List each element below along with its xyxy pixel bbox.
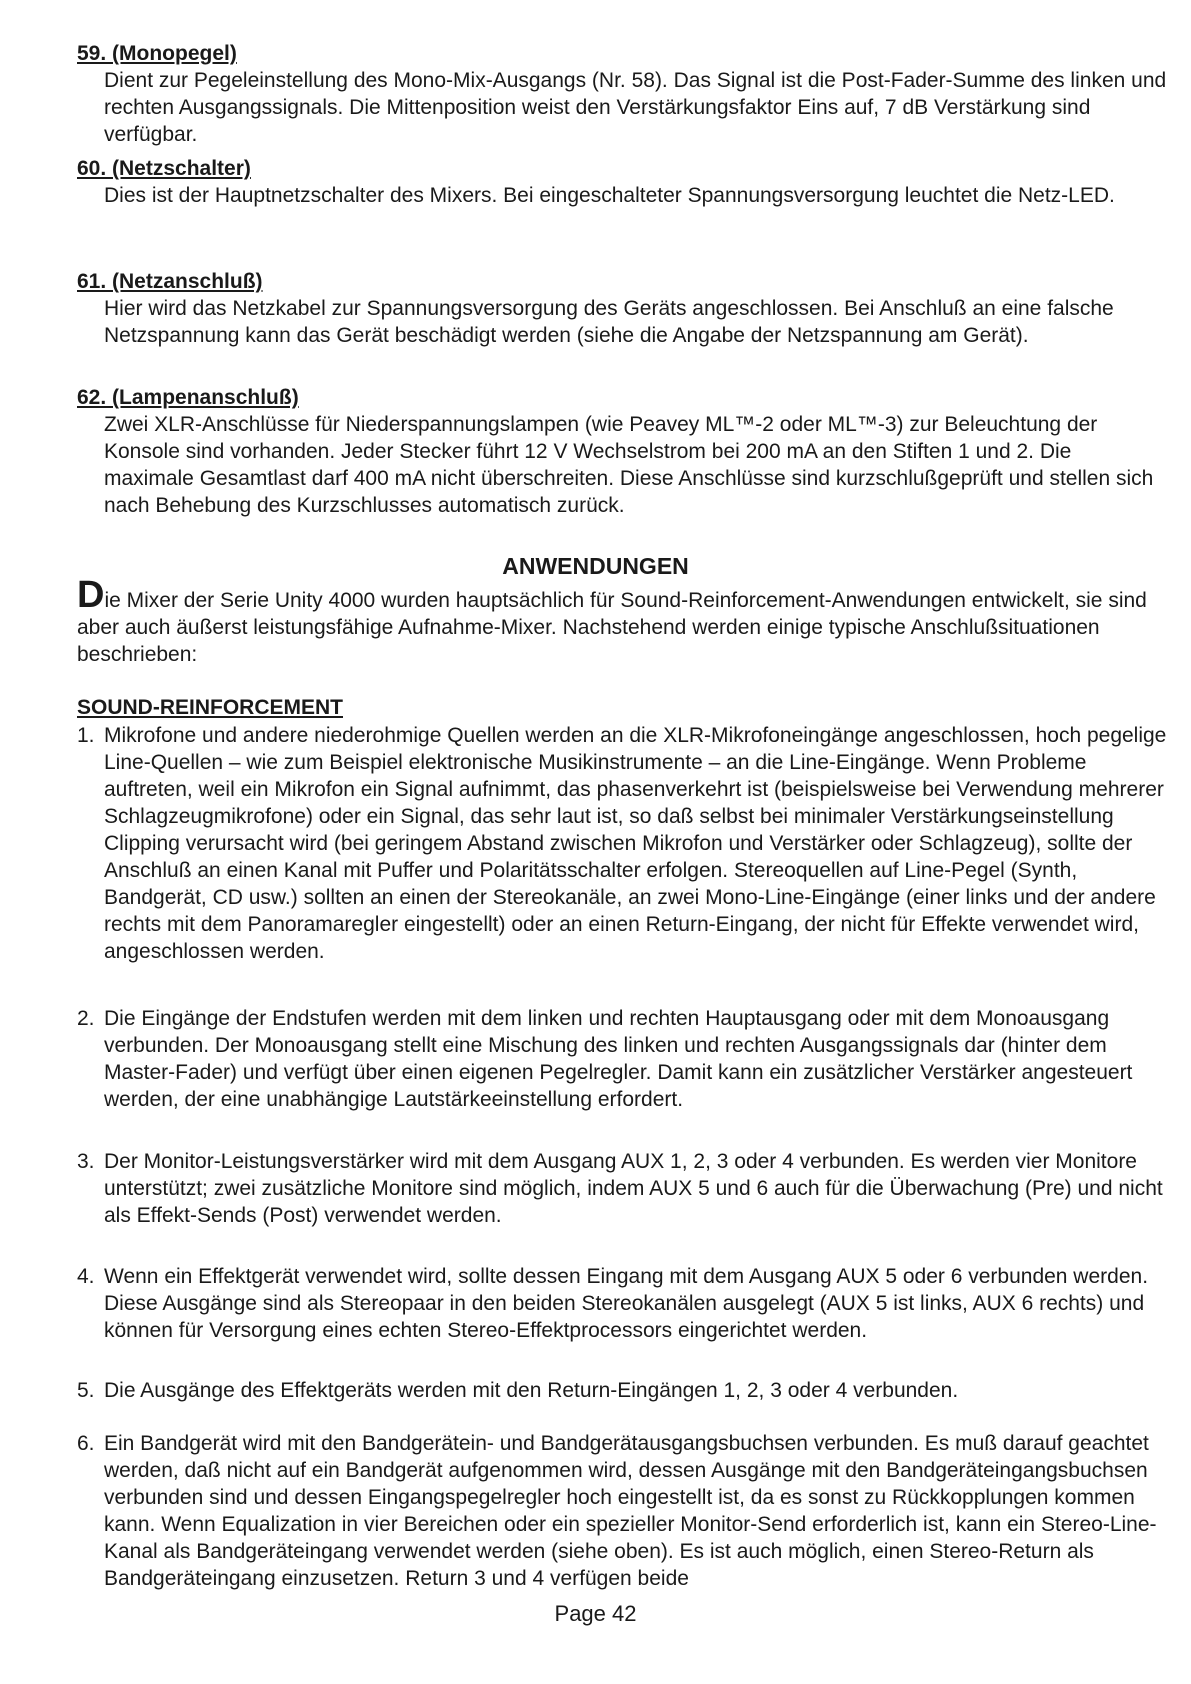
section-body: Zwei XLR-Anschlüsse für Niederspannungslampen (wie Peavey ML™-2 oder ML™-3) zur Beleuchtung der Konsole sind vorhanden. Jeder Stecker führt 12 V Wechselstrom bei 200 mA an den Stiften 1 und 2. Die maximale Gesamtlast darf 400 mA nicht überschreiten. Diese Anschlüsse sind kurzschlußgeprüft und stellen sich nach Behebung des Kurzschlusses automatisch zurück.: [104, 413, 1154, 517]
section-heading: 60. (Netzschalter): [77, 157, 251, 180]
section-heading: 59. (Monopegel): [77, 42, 237, 65]
list-number: 5.: [77, 1379, 95, 1402]
list-item: [77, 722, 1167, 965]
list-item-text: Die Eingänge der Endstufen werden mit dem linken und rechten Hauptausgang oder mit dem Monoausgang verbunden. Der Monoausgang stellt eine Mischung des linken und rechten Ausgangssignals dar (hinter dem Master-Fader) und verfügt über einen eigenen Pegelregler. Damit kann ein zusätzlicher Verstärker angesteuert werden, der eine unabhängige Lautstärkeeinstellung erfordert.: [104, 1007, 1133, 1111]
list-number: 3.: [77, 1150, 95, 1173]
page-number: Page 42: [554, 1601, 637, 1626]
sound-reinforcement-heading-block: [77, 694, 1167, 721]
list-number: 4.: [77, 1265, 95, 1288]
section-62: [77, 384, 1167, 519]
list-item-text: Wenn ein Effektgerät verwendet wird, sollte dessen Eingang mit dem Ausgang AUX 5 oder 6 verbunden werden. Diese Ausgänge sind als Stereopaar in den beiden Stereokanälen ausgelegt (AUX 5 ist links, AUX 6 rechts) und können für Versorgung eines echten Stereo-Effektprocessors eingerichtet werden.: [104, 1265, 1149, 1342]
section-heading: 62. (Lampenanschluß): [77, 386, 299, 409]
list-item-text: Der Monitor-Leistungsverstärker wird mit dem Ausgang AUX 1, 2, 3 oder 4 verbunden. Es werden vier Monitore unterstützt; zwei zusätzliche Monitore sind möglich, indem AUX 5 und 6 auch für die Überwachung (Pre) und nicht als Effekt-Sends (Post) verwendet werden.: [104, 1150, 1163, 1227]
list-item-text: Die Ausgänge des Effektgeräts werden mit den Return-Eingängen 1, 2, 3 oder 4 verbunden.: [104, 1379, 959, 1402]
section-body: Dient zur Pegeleinstellung des Mono-Mix-Ausgangs (Nr. 58). Das Signal ist die Post-Fader-Summe des linken und rechten Ausgangssignals. Die Mittenposition weist den Verstärkungsfaktor Eins auf, 7 dB Verstärkung sind verfügbar.: [104, 69, 1167, 146]
list-item-text: Ein Bandgerät wird mit den Bandgerätein- und Bandgerätausgangsbuchsen verbunden. Es muß darauf geachtet werden, daß nicht auf ein Bandgerät aufgenommen wird, dessen Ausgänge mit den Bandgeräteingangsbuchsen verbunden sind und dessen Eingangspegelregler hoch eingestellt ist, da es sonst zu Rückkopplungen kommen kann. Wenn Equalization in vier Bereichen oder ein spezieller Monitor-Send erforderlich ist, kann ein Stereo-Line-Kanal als Bandgeräteingang verwendet werden (siehe oben). Es ist auch möglich, einen Stereo-Return als Bandgeräteingang einzusetzen. Return 3 und 4 verfügen beide: [104, 1432, 1157, 1590]
list-item: [77, 1377, 1167, 1404]
anwendungen-intro: [77, 574, 1167, 668]
list-number: 2.: [77, 1007, 95, 1030]
section-61: [77, 268, 1167, 349]
intro-text: ie Mixer der Serie Unity 4000 wurden hauptsächlich für Sound-Reinforcement-Anwendungen entwickelt, sie sind aber auch äußerst leistungsfähige Aufnahme-Mixer. Nachstehend werden einige typische Anschlußsituationen beschrieben:: [77, 589, 1147, 666]
section-heading: 61. (Netzanschluß): [77, 270, 263, 293]
sound-reinforcement-heading: SOUND-REINFORCEMENT: [77, 696, 343, 719]
list-item: [77, 1148, 1167, 1229]
drop-cap: D: [77, 574, 105, 616]
anwendungen-title: ANWENDUNGEN: [502, 553, 689, 579]
section-body: Dies ist der Hauptnetzschalter des Mixers. Bei eingeschalteter Spannungsversorgung leuchtet die Netz-LED.: [104, 184, 1115, 207]
section-59: [77, 40, 1167, 148]
list-number: 1.: [77, 724, 95, 747]
section-body: Hier wird das Netzkabel zur Spannungsversorgung des Geräts angeschlossen. Bei Anschluß an eine falsche Netzspannung kann das Gerät beschädigt werden (siehe die Angabe der Netzspannung am Gerät).: [104, 297, 1114, 347]
section-60: [77, 155, 1167, 209]
list-item: [77, 1005, 1167, 1113]
list-item-text: Mikrofone und andere niederohmige Quellen werden an die XLR-Mikrofoneingänge angeschlossen, hoch pegelige Line-Quellen – wie zum Beispiel elektronische Musikinstrumente – an die Line-Eingänge. Wenn Probleme auftreten, weil ein Mikrofon ein Signal aufnimmt, das phasenverkehrt ist (beispielsweise bei Verwendung mehrerer Schlagzeugmikrofone) oder ein Signal, das sehr laut ist, so daß selbst bei minimaler Verstärkungseinstellung Clipping verursacht wird (bei geringem Abstand zwischen Mikrofon und Verstärker oder Schlagzeug), sollte der Anschluß an einen Kanal mit Puffer und Polaritätsschalter erfolgen. Stereoquellen auf Line-Pegel (Synth, Bandgerät, CD usw.) sollten an einen der Stereokanäle, an zwei Mono-Line-Eingänge (einer links und der andere rechts mit dem Panoramaregler eingestellt) oder an einen Return-Eingang, der nicht für Effekte verwendet wird, angeschlossen werden.: [104, 724, 1167, 963]
list-item: [77, 1430, 1167, 1592]
list-item: [77, 1263, 1167, 1344]
list-number: 6.: [77, 1432, 95, 1455]
